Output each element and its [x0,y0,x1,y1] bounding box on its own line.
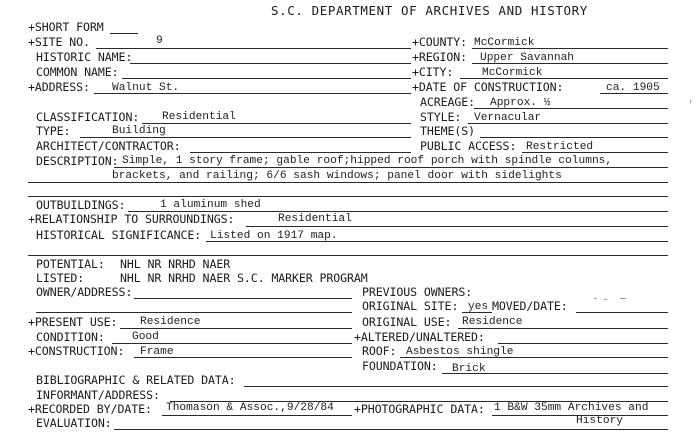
present-use-line [120,328,352,329]
owner-address-line [134,298,352,299]
altered-unaltered-line [498,343,668,344]
historic-name-label: HISTORIC NAME: [36,50,133,64]
photographic-data-label: +PHOTOGRAPHIC DATA: [354,402,485,416]
recorded-by-value: Thomason & Assoc.,9/28/84 [166,402,334,414]
foundation-line [442,373,668,374]
historical-significance-line [206,241,668,242]
roof-line [400,357,668,358]
construction-label: +CONSTRUCTION: [28,344,125,358]
condition-value: Good [132,331,159,343]
condition-line [112,343,352,344]
city-value: McCormick [482,67,543,79]
architect-line [190,152,411,153]
county-value: McCormick [474,37,535,49]
photographic-data-line [492,415,668,416]
scan-speck [690,100,691,103]
photographic-data-line-1: 1 B&W 35mm Archives and [494,402,649,414]
classification-label: CLASSIFICATION: [36,110,140,124]
recorded-by-label: +RECORDED BY/DATE: [28,402,152,416]
historical-significance-label: HISTORICAL SIGNIFICANCE: [36,228,202,242]
outbuildings-value: 1 aluminum shed [160,199,261,211]
address-line [94,93,411,94]
original-site-line [462,312,492,313]
acreage-label: ACREAGE: [420,95,476,109]
historical-significance-line-2 [28,255,668,256]
listed-options: NHL NR NRHD NAER S.C. MARKER PROGRAM [120,271,368,285]
roof-value: Asbestos shingle [406,346,514,358]
description-line-1: Simple, 1 story frame; gable roof;hipped roof porch with spindle columns, [122,155,613,167]
form-title: S.C. DEPARTMENT OF ARCHIVES AND HISTORY [271,3,588,18]
public-access-value: Restricted [526,141,594,153]
type-line [80,137,411,138]
classification-value: Residential [162,111,236,123]
date-of-construction-value: ca. 1905 [606,82,660,94]
original-use-value: Residence [462,316,523,328]
acreage-line [474,108,668,109]
evaluation-line [114,429,668,430]
relationship-line [246,226,668,227]
present-use-label: +PRESENT USE: [28,315,118,329]
description-underline-2 [28,182,668,183]
photographic-data-line-2: History [576,415,623,427]
condition-label: CONDITION: [36,330,105,344]
historical-significance-value: Listed on 1917 map. [210,230,338,242]
themes-label: THEME(S) [420,124,476,138]
moved-date-line [576,312,668,313]
public-access-line [522,152,668,153]
public-access-label: PUBLIC ACCESS: [420,139,517,153]
address-label: +ADDRESS: [28,80,90,94]
relationship-value: Residential [278,213,352,225]
type-label: TYPE: [36,124,71,138]
original-use-label: ORIGINAL USE: [362,315,452,329]
short-form-label: +SHORT FORM [28,20,104,34]
bibliographic-line [244,386,668,387]
classification-line [142,123,411,124]
potential-label: POTENTIAL: [36,257,105,271]
listed-label: LISTED: [36,271,85,285]
description-label: DESCRIPTION: [36,154,119,168]
county-label: +COUNTY: [412,35,468,49]
date-of-construction-label: +DATE OF CONSTRUCTION: [412,80,564,94]
original-site-value: yes [468,301,489,313]
description-underline-1 [114,167,668,168]
short-form-line [110,33,138,34]
evaluation-label: EVALUATION: [36,416,112,430]
potential-options: NHL NR NRHD NAER [120,257,231,271]
roof-label: ROOF: [362,344,397,358]
city-label: +CITY: [412,65,454,79]
style-line [468,123,668,124]
original-site-label: ORIGINAL SITE: [362,299,459,313]
altered-unaltered-label: +ALTERED/UNALTERED: [354,330,485,344]
recorded-by-line [162,415,352,416]
site-no-value: 9 [156,35,163,47]
previous-owners-label: PREVIOUS OWNERS: [362,285,473,299]
description-underline-3 [28,196,668,197]
date-of-construction-line [600,93,668,94]
owner-address-line-2 [36,312,352,313]
style-value: Vernacular [474,112,542,124]
style-label: STYLE: [420,110,462,124]
historic-name-line [130,63,411,64]
scan-speck [594,298,597,299]
foundation-label: FOUNDATION: [362,359,438,373]
foundation-value: Brick [452,363,486,375]
owner-address-label: OWNER/ADDRESS: [36,285,133,299]
construction-value: Frame [140,346,174,358]
acreage-value: Approx. ½ [490,97,551,109]
description-line-2: brackets, and railing; 6/6 sash windows; panel door with sidelights [112,170,562,182]
region-line [472,63,668,64]
common-name-label: COMMON NAME: [36,65,119,79]
themes-line [480,137,668,138]
construction-line [134,357,352,358]
city-line [460,78,668,79]
bibliographic-label: BIBLIOGRAPHIC & RELATED DATA: [36,373,236,387]
site-no-label: +SITE NO. [28,35,90,49]
scan-speck [604,299,607,300]
present-use-value: Residence [140,316,201,328]
site-no-line [96,48,411,49]
outbuildings-label: OUTBUILDINGS: [36,198,126,212]
scan-speck [620,298,626,299]
moved-date-label: MOVED/DATE: [492,299,568,313]
county-line [472,48,668,49]
address-value: Walnut St. [112,82,180,94]
common-name-line [122,78,411,79]
relationship-label: +RELATIONSHIP TO SURROUNDINGS: [28,212,235,226]
original-use-line [458,328,668,329]
architect-label: ARCHITECT/CONTRACTOR: [36,139,181,153]
informant-label: INFORMANT/ADDRESS: [36,388,160,402]
region-value: Upper Savannah [480,52,574,64]
region-label: +REGION: [412,50,468,64]
type-value: Building [112,125,166,137]
